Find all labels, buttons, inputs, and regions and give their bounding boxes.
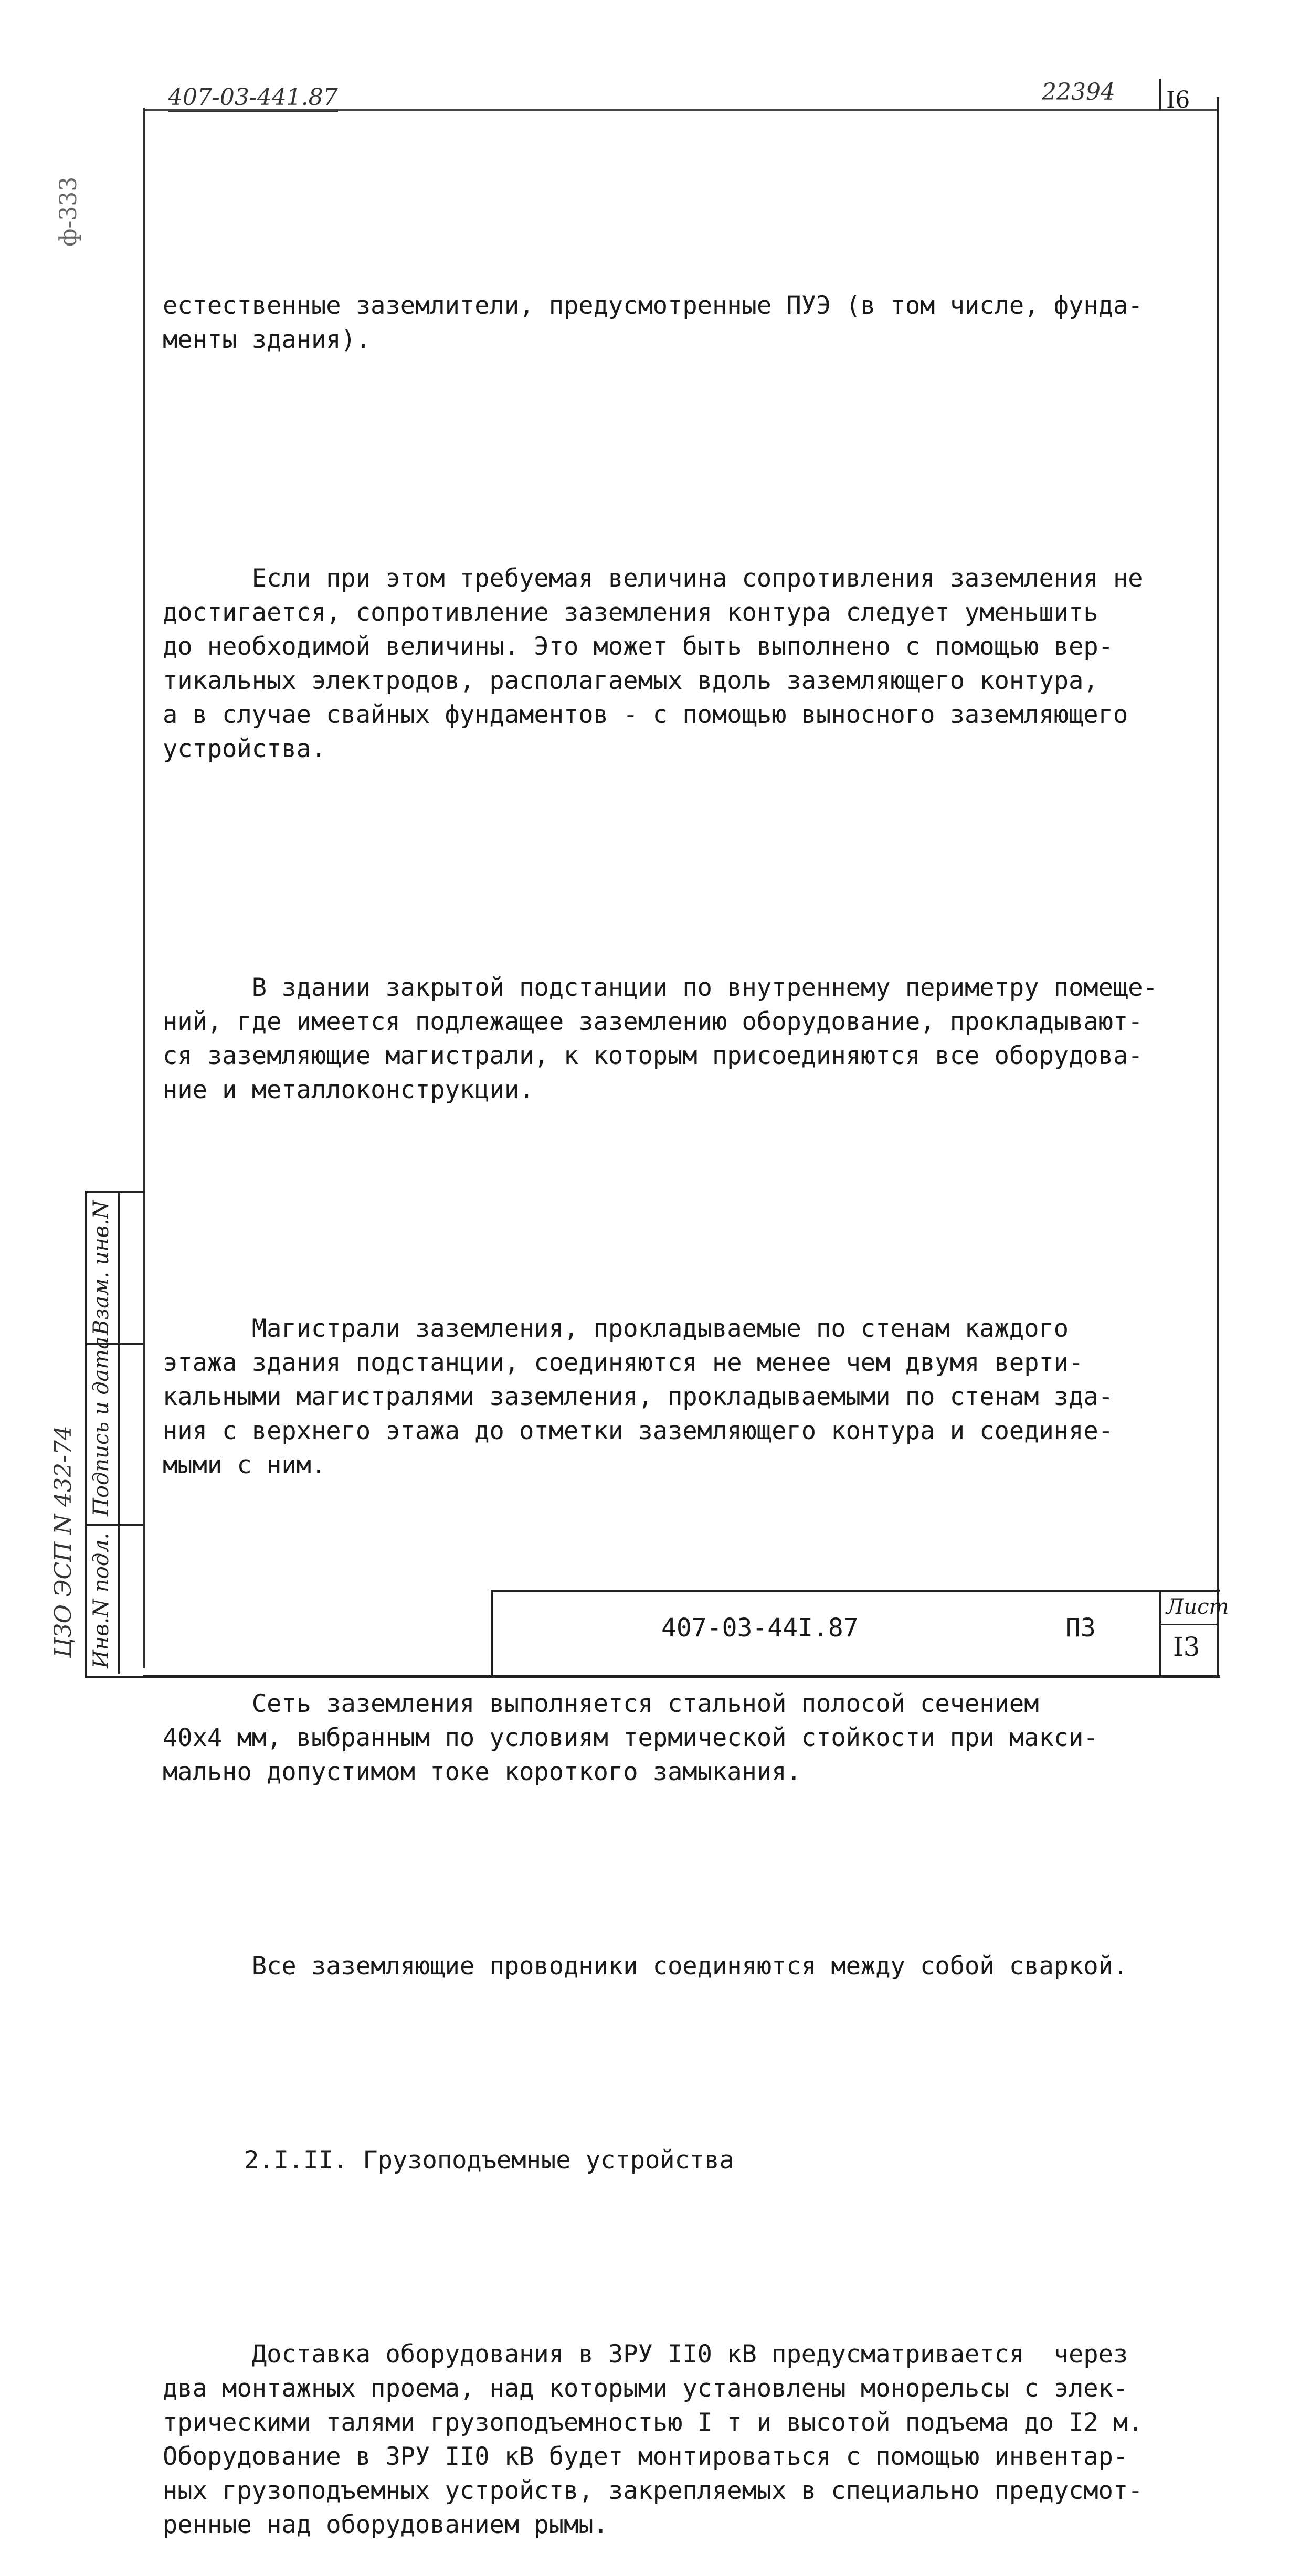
paragraph-3: В здании закрытой подстанции по внутреннему периметру помеще- ний, где имеется подлежащее заземлению оборудование, прокладывают- ся заземляющие магистрали, к которым присоединяются все оборудова- ние и металлоконструкции. [163,973,1158,1104]
paragraph-2: Если при этом требуемая величина сопротивления заземления не достигается, сопротивление заземления контура следует уменьшить до необходимой величины. Это может быть выполнено с помощью вер- тикальных электродов, располагаемых вдоль заземляющего контура, а в случае свайных фундаментов - с помощью выносного заземляющего устройства. [163,564,1143,763]
title-block-sheet-line [1159,1624,1218,1625]
paragraph-5: Сеть заземления выполняется стальной полосой сечением 40х4 мм, выбранным по условиям термической стойкости при макси- мально допустимом токе короткого замыкания. [163,1689,1098,1786]
header-page-number: I6 [1166,87,1190,113]
stamp-signature-date: Подпись и дата [89,1336,113,1516]
header-separator [1159,79,1161,110]
paragraph-1: естественные заземлители, предусмотренные ПУЭ (в том числе, фунда- менты здания). [163,291,1143,354]
stamp-inv-original: Инв.N подл. [89,1532,113,1668]
stamp-inv-note: ЦЗО ЭСП N 432-74 [50,1425,77,1658]
title-block-sheet-separator [1159,1590,1161,1675]
title-block-doc-type: ПЗ [1065,1613,1096,1643]
title-block-sheet-number: I3 [1173,1632,1200,1662]
header-archive-number: 22394 [1042,79,1115,105]
title-block-sheet-label: Лист [1166,1595,1229,1619]
paragraph-7: Доставка оборудования в ЗРУ II0 кВ предусматривается через два монтажных проема, над которыми установлены монорельсы с элек- трическими талями грузоподъемностью I т и высотой подъема до I2 м. Оборудование в ЗРУ II0 кВ будет монтироваться с помощью инвентар- ных грузоподъемных устройств, закрепляемых в специально предусмот- ренные над оборудованием рымы. [163,2340,1143,2539]
paragraph-4: Магистрали заземления, прокладываемые по стенам каждого этажа здания подстанции, соединяются не менее чем двумя верти- кальными магистралями заземления, прокладываемыми по стенам зда- ния с верхнего этажа до отметки заземляющего контура и соединяе- мыми с ним. [163,1314,1113,1479]
stamp-column-divider [118,1191,120,1674]
document-body [163,220,1165,2576]
header-project-code: 407-03-441.87 [168,84,338,111]
stamp-cell-divider-2 [85,1524,143,1526]
stamp-replace-inv: Взам. инв.N [89,1200,113,1335]
paragraph-6: Все заземляющие проводники соединяются между собой сваркой. [163,1952,1128,1981]
side-form-stamp: ф-333 [55,176,82,247]
title-block-code: 407-03-44I.87 [661,1613,859,1643]
frame-right-line [1217,97,1219,1676]
section-heading: 2.I.II. Грузоподъемные устройства [244,2146,734,2175]
